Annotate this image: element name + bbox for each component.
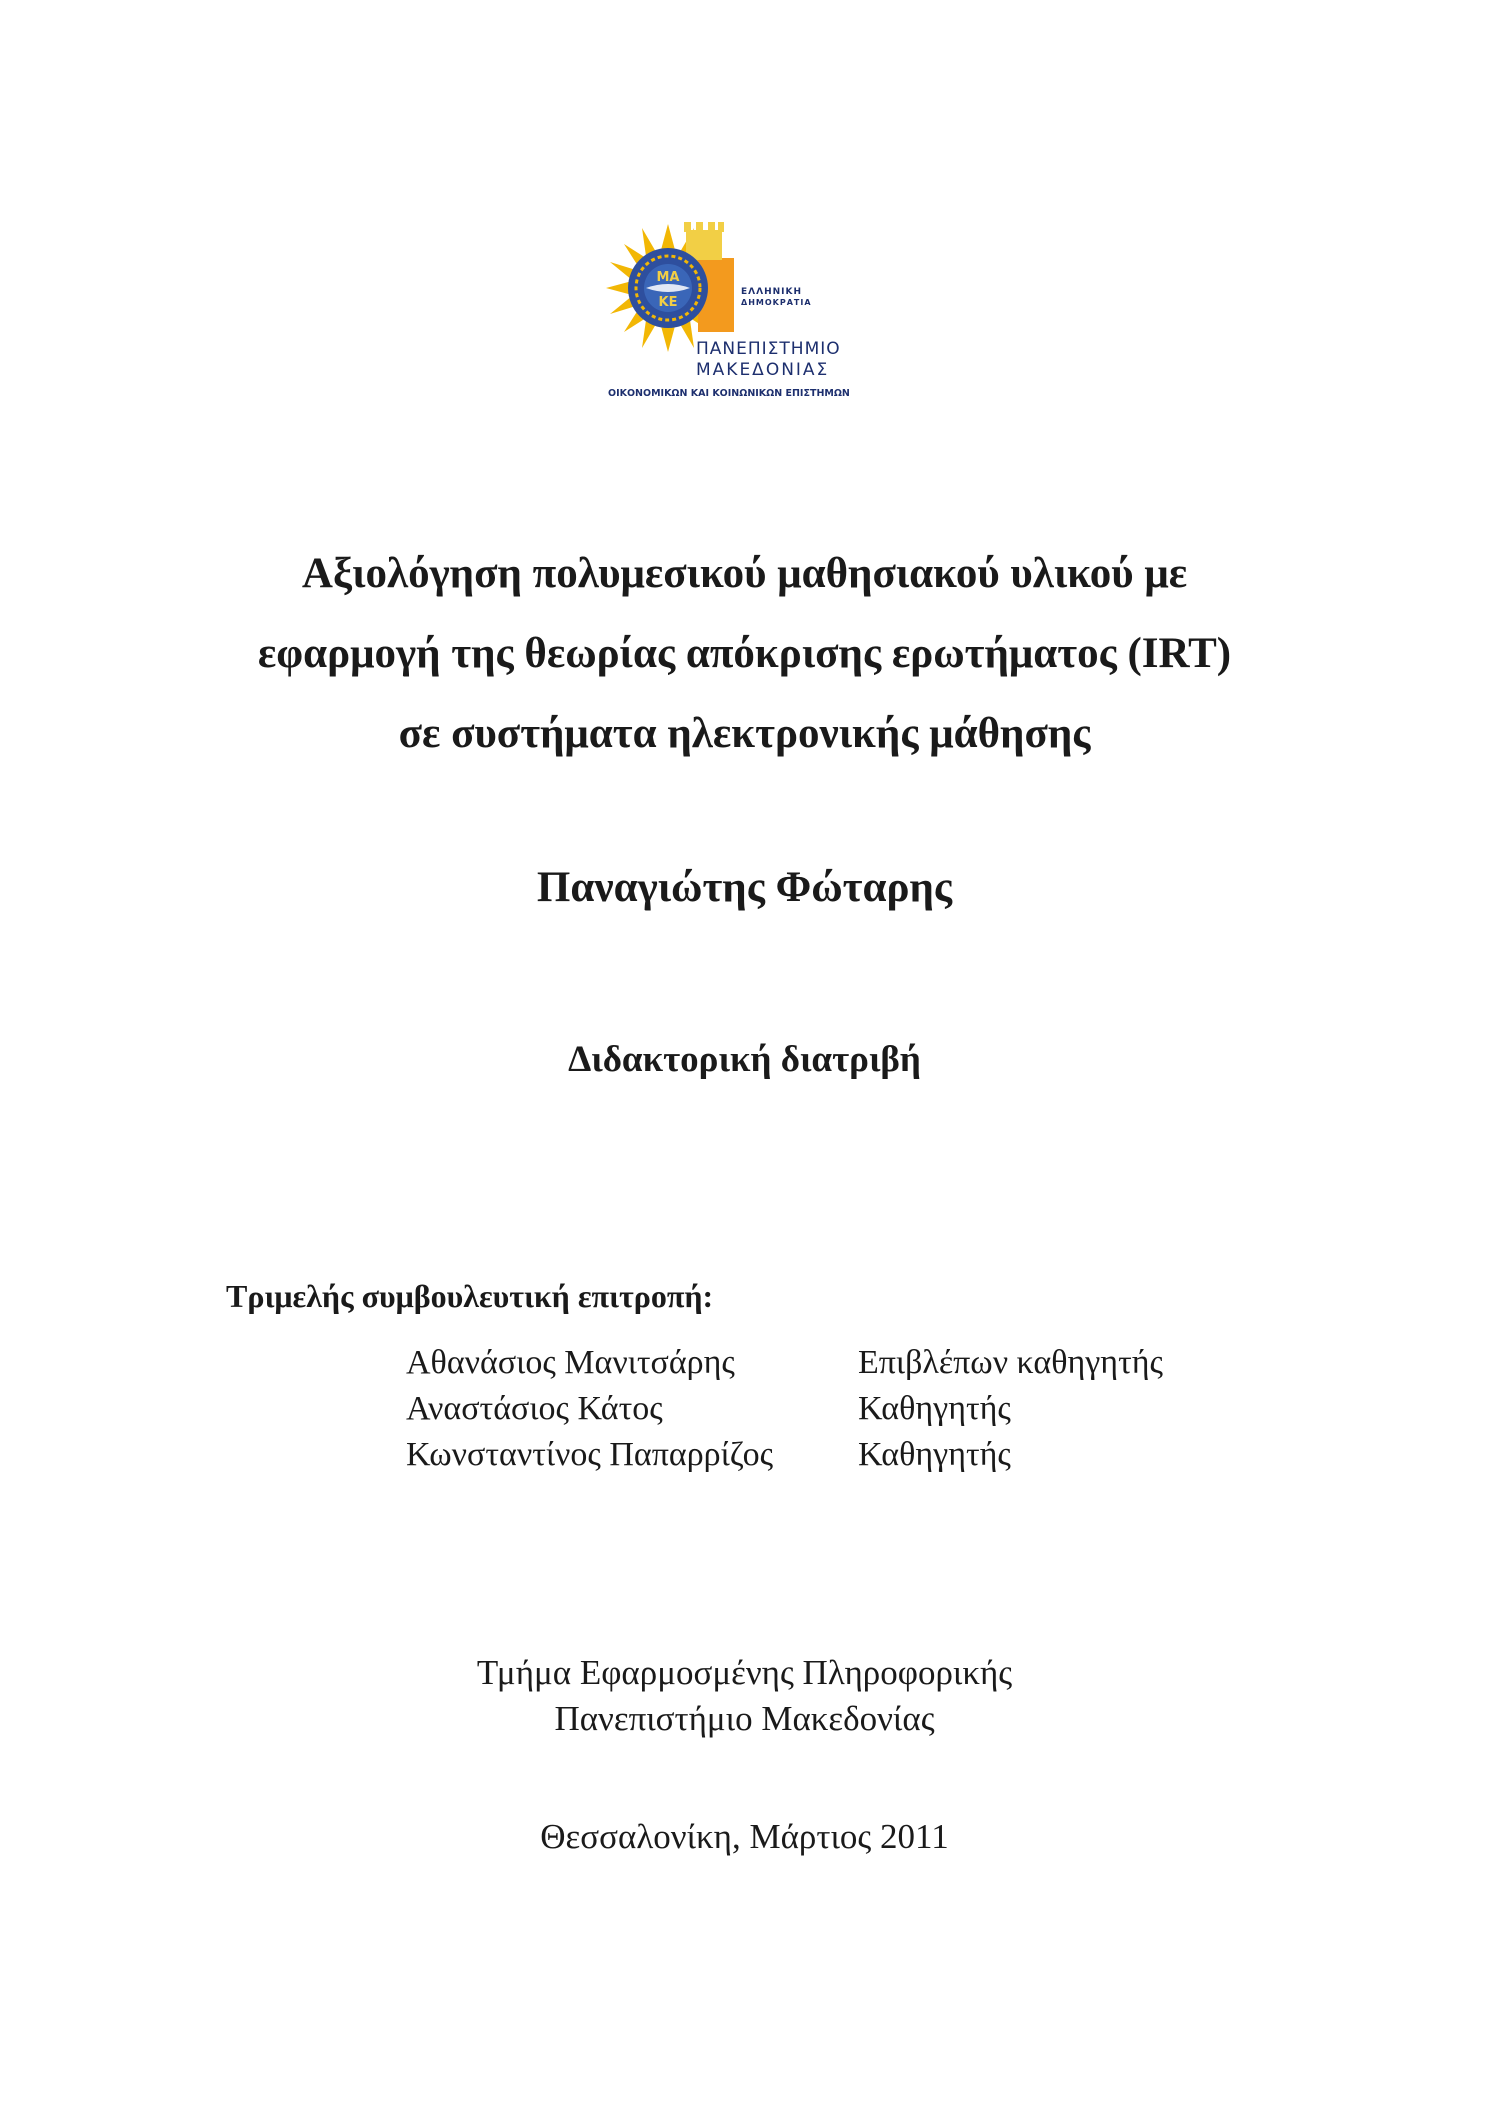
committee-heading: Τριμελής συμβουλευτική επιτροπή: xyxy=(226,1278,714,1314)
seal-text-top: ΜΑ xyxy=(656,270,680,285)
title-line-2: εφαρμογή της θεωρίας απόκρισης ερωτήματος (IRT) xyxy=(257,630,1232,677)
title-line-3: σε συστήματα ηλεκτρονικής μάθησης xyxy=(398,710,1091,757)
logo-university-line3: ΟΙΚΟΝΟΜΙΚΩΝ ΚΑΙ ΚΟΙΝΩΝΙΚΩΝ ΕΠΙΣΤΗΜΩΝ xyxy=(608,388,850,399)
committee-member xyxy=(406,1340,1163,1386)
document-type: Διδακτορική διατριβή xyxy=(568,1039,921,1080)
author-name: Παναγιώτης Φώταρης xyxy=(536,864,953,911)
member-role: Καθηγητής xyxy=(858,1390,1011,1427)
affiliation xyxy=(0,1650,1489,1742)
place-date: Θεσσαλονίκη, Μάρτιος 2011 xyxy=(540,1817,949,1856)
committee-member xyxy=(406,1432,1163,1478)
logo-university-line1: ΠΑΝΕΠΙΣΤΗΜΙΟ xyxy=(696,339,841,359)
seal-text-bottom: ΚΕ xyxy=(658,295,678,310)
title-line-1: Αξιολόγηση πολυμεσικού μαθησιακού υλικού με xyxy=(301,550,1188,597)
thesis-title xyxy=(0,534,1489,774)
logo-country-line1: ΕΛΛΗΝΙΚΗ xyxy=(741,287,802,297)
committee-list xyxy=(406,1340,1163,1478)
member-name: Κωνσταντίνος Παπαρρίζος xyxy=(406,1436,774,1473)
member-role: Επιβλέπων καθηγητής xyxy=(858,1344,1163,1381)
logo-university-line2: ΜΑΚΕΔΟΝΙΑΣ xyxy=(696,360,830,380)
university-logo xyxy=(606,218,896,408)
university-name: Πανεπιστήμιο Μακεδονίας xyxy=(554,1699,935,1738)
member-role: Καθηγητής xyxy=(858,1436,1011,1473)
committee-member xyxy=(406,1386,1163,1432)
tower-icon xyxy=(684,222,724,260)
logo-country-line2: ΔΗΜΟΚΡΑΤΙΑ xyxy=(741,298,812,307)
member-name: Αθανάσιος Μανιτσάρης xyxy=(406,1344,735,1381)
member-name: Αναστάσιος Κάτος xyxy=(406,1390,663,1427)
department-name: Τμήμα Εφαρμοσμένης Πληροφορικής xyxy=(476,1653,1013,1692)
